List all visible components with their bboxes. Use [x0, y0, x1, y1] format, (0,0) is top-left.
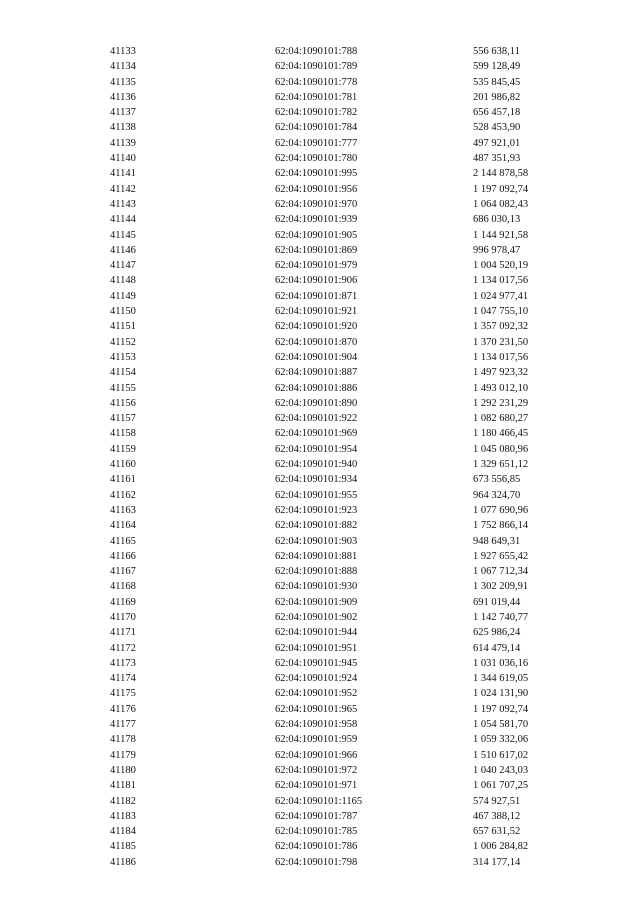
row-number: 41135 — [110, 76, 136, 88]
table-row — [0, 625, 640, 640]
row-number: 41165 — [110, 535, 136, 547]
row-number: 41153 — [110, 351, 136, 363]
cadastral-value: 1 927 655,42 — [473, 550, 529, 562]
table-row — [0, 839, 640, 854]
row-number: 41185 — [110, 841, 136, 853]
row-number: 41174 — [110, 673, 136, 685]
cadastral-number: 62:04:1090101:952 — [275, 688, 358, 700]
cadastral-value: 1 054 581,70 — [473, 719, 529, 731]
cadastral-value: 314 177,14 — [473, 856, 521, 868]
cadastral-value: 657 631,52 — [473, 826, 521, 838]
cadastral-value: 1 045 080,96 — [473, 443, 529, 455]
row-number: 41167 — [110, 566, 136, 578]
table-row — [0, 90, 640, 105]
cadastral-number: 62:04:1090101:970 — [275, 198, 358, 210]
table-row — [0, 75, 640, 90]
cadastral-value-table — [0, 44, 640, 870]
row-number: 41146 — [110, 244, 136, 256]
cadastral-number: 62:04:1090101:871 — [275, 290, 358, 302]
row-number: 41178 — [110, 734, 136, 746]
cadastral-number: 62:04:1090101:881 — [275, 550, 358, 562]
cadastral-number: 62:04:1090101:979 — [275, 260, 358, 272]
table-row — [0, 763, 640, 778]
cadastral-value: 1 067 712,34 — [473, 566, 529, 578]
row-number: 41177 — [110, 719, 136, 731]
row-number: 41142 — [110, 183, 136, 195]
cadastral-number: 62:04:1090101:921 — [275, 306, 358, 318]
cadastral-value: 1 497 923,32 — [473, 367, 529, 379]
cadastral-value: 1 040 243,03 — [473, 764, 529, 776]
table-row — [0, 197, 640, 212]
cadastral-value: 1 024 131,90 — [473, 688, 529, 700]
cadastral-number: 62:04:1090101:882 — [275, 520, 358, 532]
row-number: 41171 — [110, 627, 136, 639]
cadastral-value: 1 197 092,74 — [473, 183, 529, 195]
row-number: 41156 — [110, 397, 136, 409]
cadastral-number: 62:04:1090101:905 — [275, 229, 358, 241]
row-number: 41133 — [110, 46, 136, 57]
cadastral-number: 62:04:1090101:784 — [275, 122, 358, 134]
table-row — [0, 442, 640, 457]
cadastral-number: 62:04:1090101:966 — [275, 749, 358, 761]
cadastral-number: 62:04:1090101:798 — [275, 856, 358, 868]
cadastral-number: 62:04:1090101:887 — [275, 367, 358, 379]
cadastral-number: 62:04:1090101:956 — [275, 183, 358, 195]
row-number: 41175 — [110, 688, 136, 700]
row-number: 41170 — [110, 611, 136, 623]
row-number: 41157 — [110, 413, 136, 425]
cadastral-value: 1 134 017,56 — [473, 351, 529, 363]
cadastral-value: 1 024 977,41 — [473, 290, 529, 302]
table-row — [0, 656, 640, 671]
cadastral-value: 1 510 617,02 — [473, 749, 529, 761]
row-number: 41164 — [110, 520, 136, 532]
row-number: 41173 — [110, 657, 136, 669]
row-number: 41150 — [110, 306, 136, 318]
table-row — [0, 151, 640, 166]
table-row — [0, 595, 640, 610]
cadastral-value: 1 357 092,32 — [473, 321, 529, 333]
cadastral-value: 691 019,44 — [473, 596, 521, 608]
cadastral-value: 1 292 231,29 — [473, 397, 529, 409]
cadastral-number: 62:04:1090101:955 — [275, 489, 358, 501]
cadastral-value: 1 142 740,77 — [473, 611, 529, 623]
row-number: 41166 — [110, 550, 136, 562]
table-row — [0, 335, 640, 350]
table-row — [0, 396, 640, 411]
row-number: 41154 — [110, 367, 136, 379]
row-number: 41144 — [110, 214, 136, 226]
cadastral-number: 62:04:1090101:954 — [275, 443, 358, 455]
cadastral-value: 996 978,47 — [473, 244, 521, 256]
cadastral-value: 201 986,82 — [473, 91, 521, 103]
table-row — [0, 212, 640, 227]
row-number: 41181 — [110, 780, 136, 792]
table-row — [0, 289, 640, 304]
cadastral-value: 1 370 231,50 — [473, 336, 529, 348]
table-row — [0, 44, 640, 59]
row-number: 41134 — [110, 61, 136, 73]
table-row — [0, 610, 640, 625]
cadastral-number: 62:04:1090101:789 — [275, 61, 358, 73]
row-number: 41143 — [110, 198, 136, 210]
cadastral-number: 62:04:1090101:944 — [275, 627, 358, 639]
row-number: 41151 — [110, 321, 136, 333]
cadastral-number: 62:04:1090101:945 — [275, 657, 358, 669]
table-row — [0, 855, 640, 870]
cadastral-value: 1 082 680,27 — [473, 413, 529, 425]
cadastral-value: 656 457,18 — [473, 107, 521, 119]
cadastral-number: 62:04:1090101:870 — [275, 336, 358, 348]
table-row — [0, 794, 640, 809]
cadastral-value: 686 030,13 — [473, 214, 521, 226]
cadastral-value: 1 004 520,19 — [473, 260, 529, 272]
table-row — [0, 717, 640, 732]
table-row — [0, 748, 640, 763]
cadastral-value: 599 128,49 — [473, 61, 521, 73]
cadastral-number: 62:04:1090101:924 — [275, 673, 358, 685]
table-row — [0, 350, 640, 365]
row-number: 41160 — [110, 459, 136, 471]
cadastral-number: 62:04:1090101:1165 — [275, 795, 363, 807]
cadastral-value: 1 329 651,12 — [473, 459, 529, 471]
cadastral-value: 1 047 755,10 — [473, 306, 529, 318]
table-row — [0, 809, 640, 824]
cadastral-number: 62:04:1090101:965 — [275, 703, 358, 715]
row-number: 41161 — [110, 474, 136, 486]
table-row — [0, 534, 640, 549]
cadastral-value: 614 479,14 — [473, 642, 521, 654]
row-number: 41183 — [110, 810, 136, 822]
table-row — [0, 824, 640, 839]
cadastral-number: 62:04:1090101:958 — [275, 719, 358, 731]
cadastral-value: 673 556,85 — [473, 474, 521, 486]
cadastral-number: 62:04:1090101:886 — [275, 382, 358, 394]
row-number: 41163 — [110, 504, 136, 516]
cadastral-number: 62:04:1090101:909 — [275, 596, 358, 608]
table-row — [0, 778, 640, 793]
row-number: 41180 — [110, 764, 136, 776]
row-number: 41136 — [110, 91, 136, 103]
cadastral-value: 1 077 690,96 — [473, 504, 529, 516]
cadastral-number: 62:04:1090101:951 — [275, 642, 358, 654]
table-row — [0, 243, 640, 258]
cadastral-number: 62:04:1090101:777 — [275, 137, 358, 149]
cadastral-number: 62:04:1090101:906 — [275, 275, 358, 287]
row-number: 41149 — [110, 290, 136, 302]
cadastral-number: 62:04:1090101:920 — [275, 321, 358, 333]
cadastral-value: 497 921,01 — [473, 137, 521, 149]
cadastral-value: 487 351,93 — [473, 153, 521, 165]
cadastral-number: 62:04:1090101:904 — [275, 351, 358, 363]
row-number: 41152 — [110, 336, 136, 348]
cadastral-value: 625 986,24 — [473, 627, 521, 639]
cadastral-value: 2 144 878,58 — [473, 168, 529, 180]
cadastral-value: 1 144 921,58 — [473, 229, 529, 241]
cadastral-value: 535 845,45 — [473, 76, 521, 88]
cadastral-value: 1 344 619,05 — [473, 673, 529, 685]
cadastral-value: 1 006 284,82 — [473, 841, 529, 853]
table-row — [0, 472, 640, 487]
row-number: 41145 — [110, 229, 136, 241]
table-row — [0, 426, 640, 441]
table-row — [0, 732, 640, 747]
cadastral-number: 62:04:1090101:971 — [275, 780, 358, 792]
row-number: 41137 — [110, 107, 136, 119]
table-row — [0, 702, 640, 717]
cadastral-number: 62:04:1090101:781 — [275, 91, 358, 103]
cadastral-number: 62:04:1090101:930 — [275, 581, 358, 593]
cadastral-number: 62:04:1090101:786 — [275, 841, 358, 853]
cadastral-number: 62:04:1090101:780 — [275, 153, 358, 165]
row-number: 41176 — [110, 703, 136, 715]
table-row — [0, 304, 640, 319]
cadastral-value: 1 752 866,14 — [473, 520, 529, 532]
cadastral-number: 62:04:1090101:788 — [275, 46, 358, 57]
cadastral-number: 62:04:1090101:869 — [275, 244, 358, 256]
table-row — [0, 457, 640, 472]
row-number: 41140 — [110, 153, 136, 165]
cadastral-value: 1 059 332,06 — [473, 734, 529, 746]
table-row — [0, 105, 640, 120]
table-row — [0, 273, 640, 288]
cadastral-number: 62:04:1090101:940 — [275, 459, 358, 471]
cadastral-number: 62:04:1090101:782 — [275, 107, 358, 119]
cadastral-number: 62:04:1090101:888 — [275, 566, 358, 578]
table-row — [0, 411, 640, 426]
table-row — [0, 136, 640, 151]
cadastral-value: 1 197 092,74 — [473, 703, 529, 715]
table-row — [0, 488, 640, 503]
table-row — [0, 166, 640, 181]
row-number: 41172 — [110, 642, 136, 654]
cadastral-value: 1 064 082,43 — [473, 198, 529, 210]
cadastral-number: 62:04:1090101:787 — [275, 810, 358, 822]
cadastral-value: 528 453,90 — [473, 122, 521, 134]
cadastral-value: 556 638,11 — [473, 46, 520, 57]
table-row — [0, 365, 640, 380]
row-number: 41141 — [110, 168, 136, 180]
table-row — [0, 579, 640, 594]
row-number: 41139 — [110, 137, 136, 149]
cadastral-value: 1 180 466,45 — [473, 428, 529, 440]
table-row — [0, 59, 640, 74]
row-number: 41155 — [110, 382, 136, 394]
cadastral-number: 62:04:1090101:934 — [275, 474, 358, 486]
row-number: 41182 — [110, 795, 136, 807]
table-row — [0, 564, 640, 579]
cadastral-value: 1 031 036,16 — [473, 657, 529, 669]
cadastral-number: 62:04:1090101:890 — [275, 397, 358, 409]
cadastral-value: 467 388,12 — [473, 810, 521, 822]
table-row — [0, 319, 640, 334]
cadastral-value: 1 134 017,56 — [473, 275, 529, 287]
cadastral-number: 62:04:1090101:923 — [275, 504, 358, 516]
cadastral-value: 1 302 209,91 — [473, 581, 529, 593]
row-number: 41147 — [110, 260, 136, 272]
cadastral-number: 62:04:1090101:959 — [275, 734, 358, 746]
cadastral-number: 62:04:1090101:972 — [275, 764, 358, 776]
cadastral-number: 62:04:1090101:778 — [275, 76, 358, 88]
cadastral-value: 964 324,70 — [473, 489, 521, 501]
cadastral-value: 1 061 707,25 — [473, 780, 529, 792]
table-row — [0, 503, 640, 518]
cadastral-number: 62:04:1090101:785 — [275, 826, 358, 838]
cadastral-number: 62:04:1090101:903 — [275, 535, 358, 547]
table-row — [0, 228, 640, 243]
table-row — [0, 182, 640, 197]
cadastral-number: 62:04:1090101:922 — [275, 413, 358, 425]
cadastral-value: 574 927,51 — [473, 795, 521, 807]
table-row — [0, 686, 640, 701]
row-number: 41179 — [110, 749, 136, 761]
row-number: 41159 — [110, 443, 136, 455]
row-number: 41158 — [110, 428, 136, 440]
table-row — [0, 518, 640, 533]
cadastral-value: 1 493 012,10 — [473, 382, 529, 394]
row-number: 41168 — [110, 581, 136, 593]
table-row — [0, 120, 640, 135]
table-row — [0, 381, 640, 396]
row-number: 41138 — [110, 122, 136, 134]
table-row — [0, 671, 640, 686]
row-number: 41169 — [110, 596, 136, 608]
table-row — [0, 258, 640, 273]
row-number: 41162 — [110, 489, 136, 501]
row-number: 41184 — [110, 826, 136, 838]
cadastral-number: 62:04:1090101:902 — [275, 611, 358, 623]
cadastral-number: 62:04:1090101:969 — [275, 428, 358, 440]
row-number: 41148 — [110, 275, 136, 287]
cadastral-number: 62:04:1090101:995 — [275, 168, 358, 180]
table-row — [0, 549, 640, 564]
row-number: 41186 — [110, 856, 136, 868]
cadastral-value: 948 649,31 — [473, 535, 521, 547]
table-row — [0, 641, 640, 656]
cadastral-number: 62:04:1090101:939 — [275, 214, 358, 226]
